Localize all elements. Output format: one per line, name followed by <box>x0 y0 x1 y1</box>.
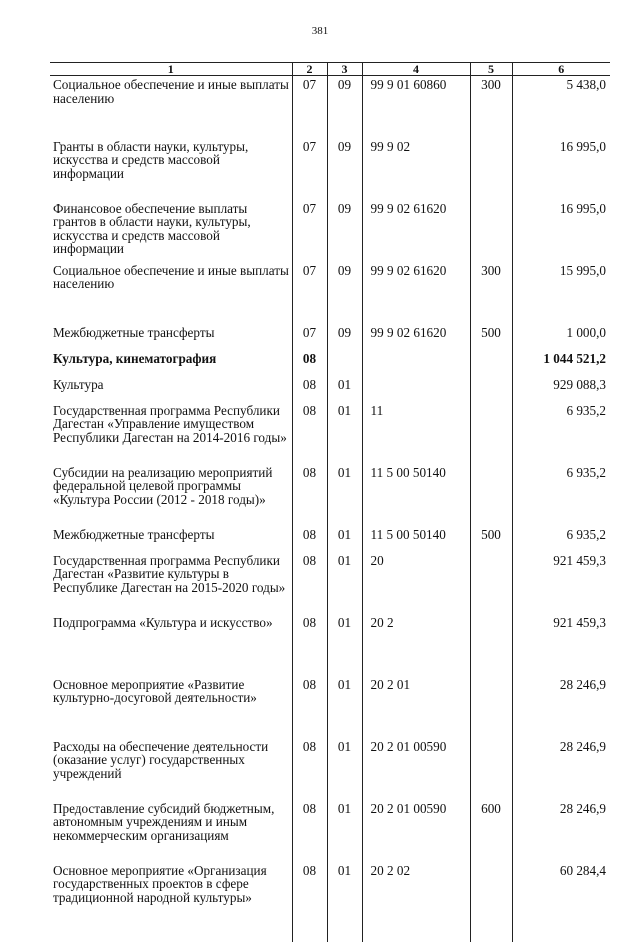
table-row <box>50 614 610 676</box>
expense-type-code: 300 <box>470 76 512 138</box>
expense-name: Межбюджетные трансферты <box>53 324 215 340</box>
amount: 6 935,2 <box>512 526 610 552</box>
expense-type-code <box>470 402 512 464</box>
expense-name: Культура <box>53 376 104 392</box>
section-code: 08 <box>292 376 327 402</box>
amount: 5 438,0 <box>512 76 610 138</box>
subsection-code <box>327 350 362 376</box>
section-code: 08 <box>292 614 327 676</box>
expense-name: Расходы на обеспечение деятельности (оказание услуг) государственных учреждений <box>53 738 269 781</box>
section-code: 08 <box>292 552 327 614</box>
table-row <box>50 376 610 402</box>
expense-type-code <box>470 350 512 376</box>
expense-type-code <box>470 738 512 800</box>
target-article-code: 99 9 02 61620 <box>362 262 470 324</box>
expense-name: Социальное обеспечение и иные выплаты населению <box>53 262 289 292</box>
subsection-code: 01 <box>327 464 362 526</box>
subsection-code: 09 <box>327 262 362 324</box>
target-article-code: 11 5 00 50140 <box>362 464 470 526</box>
expense-name: Финансовое обеспечение выплаты грантов в области науки, культуры, искусства и средств массовой информации <box>53 200 251 257</box>
table-header <box>50 63 610 76</box>
table-row <box>50 738 610 800</box>
target-article-code: 99 9 01 60860 <box>362 76 470 138</box>
target-article-code <box>362 376 470 402</box>
subsection-code: 09 <box>327 138 362 200</box>
expense-name: Основное мероприятие «Развитие культурно-досуговой деятельности» <box>53 676 257 706</box>
amount: 16 995,0 <box>512 138 610 200</box>
table-row <box>50 800 610 862</box>
subsection-code: 09 <box>327 76 362 138</box>
column-header: 4 <box>362 63 470 76</box>
column-header: 1 <box>50 63 292 76</box>
table-row <box>50 138 610 200</box>
subsection-code: 09 <box>327 200 362 262</box>
section-code: 08 <box>292 350 327 376</box>
column-header: 2 <box>292 63 327 76</box>
target-article-code: 20 <box>362 552 470 614</box>
section-code: 07 <box>292 200 327 262</box>
expense-name: Социальное обеспечение и иные выплаты населению <box>53 77 289 106</box>
expense-type-code <box>470 138 512 200</box>
target-article-code: 20 2 <box>362 614 470 676</box>
target-article-code: 20 2 02 <box>362 862 470 942</box>
table-row <box>50 262 610 324</box>
subsection-code: 01 <box>327 552 362 614</box>
expense-name: Гранты в области науки, культуры, искусства и средств массовой информации <box>53 138 249 181</box>
expense-name: Основное мероприятие «Организация государственных проектов в сфере традиционной народной культуры» <box>53 862 267 905</box>
subsection-code: 01 <box>327 676 362 738</box>
column-header: 3 <box>327 63 362 76</box>
section-code: 07 <box>292 262 327 324</box>
amount: 28 246,9 <box>512 738 610 800</box>
expense-name: Государственная программа Республики Дагестан «Управление имуществом Республики Дагестан на 2014-2016 годы» <box>53 402 287 445</box>
target-article-code: 20 2 01 00590 <box>362 800 470 862</box>
target-article-code: 11 5 00 50140 <box>362 526 470 552</box>
table-row <box>50 464 610 526</box>
target-article-code <box>362 350 470 376</box>
expense-name: Предоставление субсидий бюджетным, автономным учреждениям и иным некоммерческим организациям <box>53 800 275 843</box>
target-article-code: 20 2 01 00590 <box>362 738 470 800</box>
amount: 28 246,9 <box>512 676 610 738</box>
table-row <box>50 526 610 552</box>
section-code: 08 <box>292 402 327 464</box>
expense-type-code: 500 <box>470 324 512 350</box>
section-code: 08 <box>292 464 327 526</box>
expense-name: Субсидии на реализацию мероприятий федеральной целевой программы «Культура России (2012 - 2018 годы)» <box>53 464 273 507</box>
amount: 28 246,9 <box>512 800 610 862</box>
subsection-code: 01 <box>327 526 362 552</box>
table-row <box>50 552 610 614</box>
subsection-code: 01 <box>327 862 362 942</box>
expense-type-code <box>470 464 512 526</box>
page-number: 381 <box>311 25 329 37</box>
subsection-code: 01 <box>327 738 362 800</box>
target-article-code: 99 9 02 61620 <box>362 200 470 262</box>
amount: 6 935,2 <box>512 402 610 464</box>
subsection-code: 09 <box>327 324 362 350</box>
expense-name: Межбюджетные трансферты <box>53 526 215 542</box>
expense-type-code <box>470 676 512 738</box>
expense-type-code: 300 <box>470 262 512 324</box>
subsection-code: 01 <box>327 402 362 464</box>
subsection-code: 01 <box>327 800 362 862</box>
expense-type-code <box>470 376 512 402</box>
target-article-code: 99 9 02 61620 <box>362 324 470 350</box>
amount: 16 995,0 <box>512 200 610 262</box>
expense-type-code <box>470 200 512 262</box>
amount: 921 459,3 <box>512 552 610 614</box>
expense-name: Государственная программа Республики Дагестан «Развитие культуры в Республике Дагестан на 2015-2020 годы» <box>53 552 286 595</box>
table-row <box>50 324 610 350</box>
section-code: 07 <box>292 138 327 200</box>
expense-type-code <box>470 614 512 676</box>
section-code: 08 <box>292 862 327 942</box>
expense-type-code: 600 <box>470 800 512 862</box>
column-header: 6 <box>512 63 610 76</box>
section-code: 08 <box>292 676 327 738</box>
table-row <box>50 676 610 738</box>
expense-type-code: 500 <box>470 526 512 552</box>
amount: 1 044 521,2 <box>512 350 610 376</box>
subsection-code: 01 <box>327 614 362 676</box>
amount: 921 459,3 <box>512 614 610 676</box>
table-row <box>50 862 610 942</box>
expense-type-code <box>470 552 512 614</box>
budget-table <box>50 62 610 942</box>
amount: 6 935,2 <box>512 464 610 526</box>
table-row <box>50 402 610 464</box>
section-code: 08 <box>292 800 327 862</box>
amount: 929 088,3 <box>512 376 610 402</box>
amount: 60 284,4 <box>512 862 610 942</box>
expense-name: Культура, кинематография <box>53 350 217 366</box>
section-code: 08 <box>292 738 327 800</box>
amount: 1 000,0 <box>512 324 610 350</box>
section-code: 07 <box>292 324 327 350</box>
target-article-code: 20 2 01 <box>362 676 470 738</box>
section-code: 07 <box>292 76 327 138</box>
subsection-code: 01 <box>327 376 362 402</box>
section-code: 08 <box>292 526 327 552</box>
expense-type-code <box>470 862 512 942</box>
column-header: 5 <box>470 63 512 76</box>
target-article-code: 11 <box>362 402 470 464</box>
table-row <box>50 76 610 138</box>
amount: 15 995,0 <box>512 262 610 324</box>
table-row <box>50 200 610 262</box>
target-article-code: 99 9 02 <box>362 138 470 200</box>
expense-name: Подпрограмма «Культура и искусство» <box>53 614 273 630</box>
table-row <box>50 350 610 376</box>
